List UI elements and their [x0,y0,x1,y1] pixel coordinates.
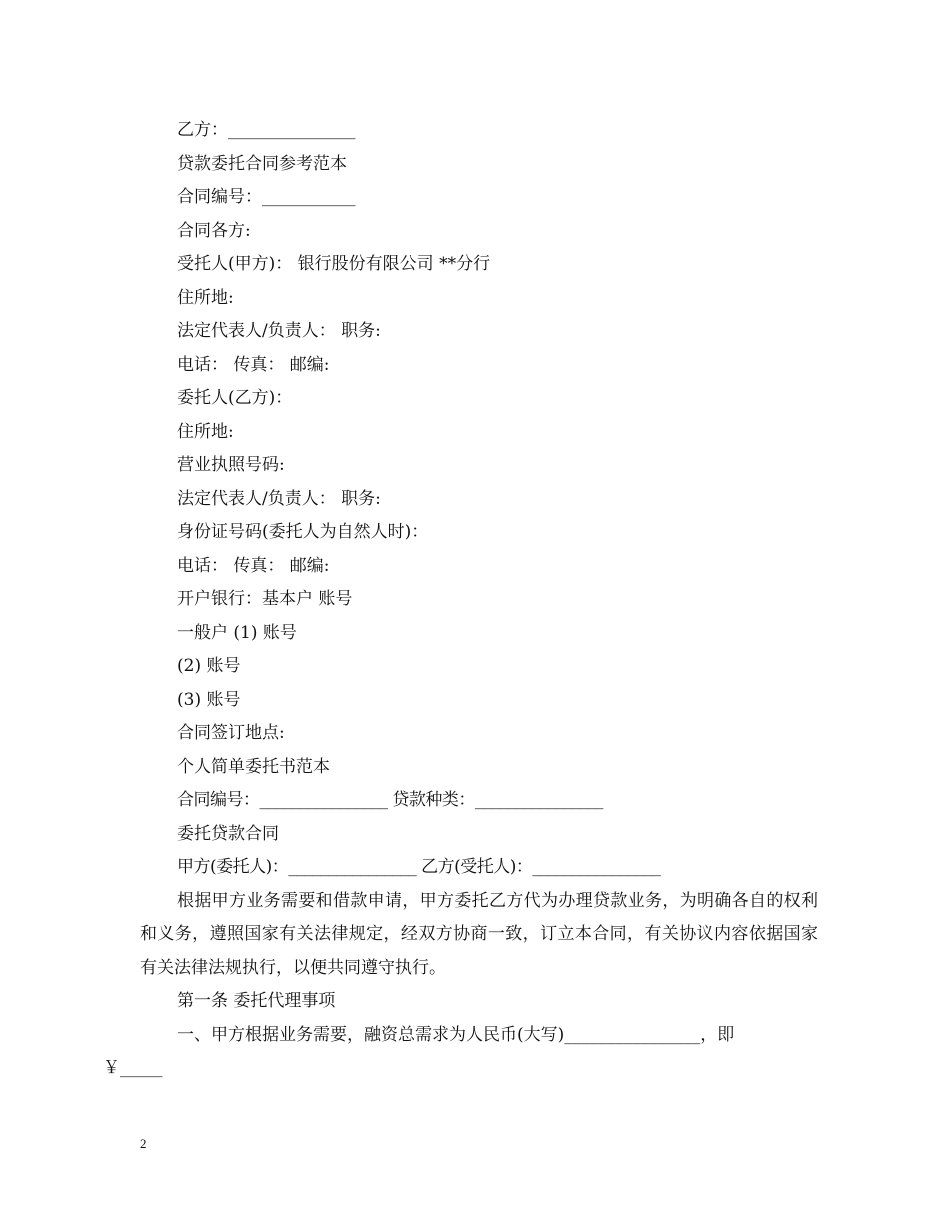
contact-line: 电话： 传真： 邮编: [177,354,330,375]
contract-template-title: 贷款委托合同参考范本 [177,153,347,174]
article-one-clause-1 [103,1019,818,1086]
address-line: 住所地: [177,421,234,442]
party-a-party-b-line: 甲方(委托人)：________________ 乙方(受托人)：________________ [177,857,661,877]
party-b-line: 乙方：_______________ [177,120,356,140]
personal-letter-title: 个人简单委托书范本 [177,756,330,777]
preamble-paragraph: 根据甲方业务需要和借款申请，甲方委托乙方代为办理贷款业务，为明确各自的权利和义务，遵照国家有关法律规定，经双方协商一致，订立本合同，有关协议内容依据国家有关法律法规执行，以便共同遵守执行。 [140,890,818,978]
address-line: 住所地: [177,287,234,308]
clause-1-text: 一、甲方根据业务需要，融资总需求为人民币(大写)________________，即 [177,1024,735,1045]
business-license-line: 营业执照号码: [177,455,285,475]
account-2-line: (2) 账号 [177,656,241,676]
general-account-line: 一般户 (1) 账号 [177,622,297,643]
trustee-line: 受托人(甲方)： 银行股份有限公司 **分行 [177,254,491,274]
contact-line: 电话： 传真： 邮编: [177,555,330,576]
clause-1-continuation: ￥_____ [103,1058,163,1078]
page-number: 2 [140,1136,147,1151]
article-one-heading: 第一条 委托代理事项 [177,991,336,1011]
legal-rep-line: 法定代表人/负责人： 职务: [177,488,381,509]
account-3-line: (3) 账号 [177,689,241,710]
entrusted-loan-title: 委托贷款合同 [177,823,279,844]
contract-number-loan-type-line: 合同编号：________________ 贷款种类：________________ [177,790,603,810]
entrustor-line: 委托人(乙方)： [177,388,293,408]
signing-place-line: 合同签订地点: [177,723,285,743]
document-body [103,114,818,1086]
bank-account-line: 开户银行：基本户 账号 [177,589,353,609]
contract-parties-heading: 合同各方: [177,220,251,241]
id-number-line: 身份证号码(委托人为自然人时)： [177,522,429,542]
contract-number-line: 合同编号：___________ [177,187,356,207]
legal-rep-line: 法定代表人/负责人： 职务: [177,321,381,341]
